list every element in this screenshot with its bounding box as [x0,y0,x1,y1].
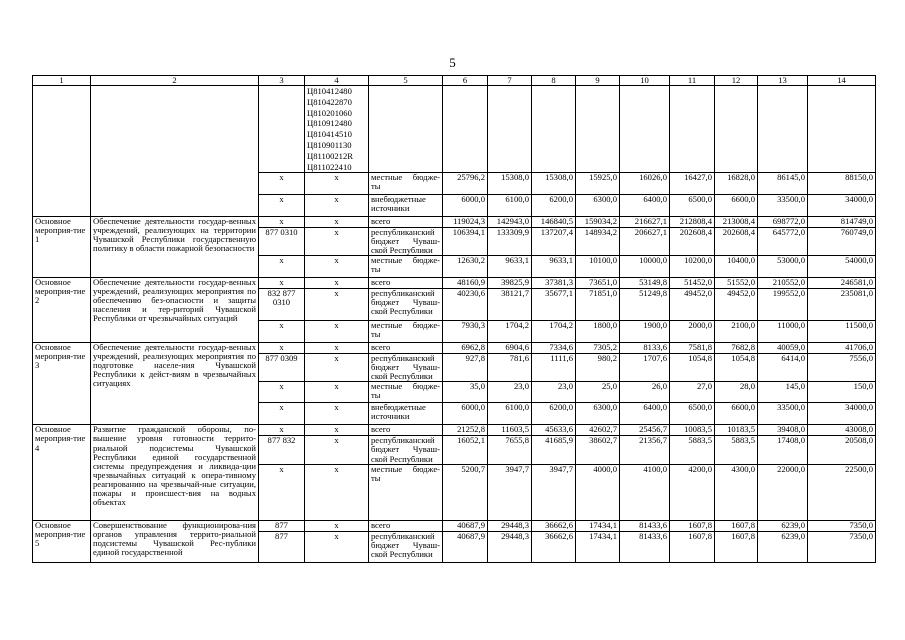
column-number: 13 [758,76,808,86]
column-number: 10 [620,76,670,86]
value-cell: 148934,2 [576,228,620,256]
value-cell: 212808,4 [670,217,715,228]
value-cell: 35677,1 [532,289,576,321]
value-cell: 1054,8 [715,354,758,382]
value-cell: 213008,4 [715,217,758,228]
value-cell: 2000,0 [670,321,715,343]
budget-code-cell: x [259,425,305,436]
classifier-cell: x [305,382,369,403]
value-cell: 27,0 [670,382,715,403]
value-cell: 88150,0 [808,173,876,195]
value-cell: 7556,0 [808,354,876,382]
classifier-cell: x [305,464,369,520]
value-cell: 40687,9 [443,520,488,531]
value-cell: 73651,0 [576,278,620,289]
empty-cell [576,86,620,173]
column-number: 12 [715,76,758,86]
funding-source-cell: всего [369,425,443,436]
value-cell: 7305,2 [576,343,620,354]
value-cell: 17408,0 [758,436,808,464]
value-cell: 3947,7 [532,464,576,520]
column-number: 9 [576,76,620,86]
value-cell: 1704,2 [532,321,576,343]
value-cell: 5200,7 [443,464,488,520]
value-cell: 51552,0 [715,278,758,289]
budget-code: Ц810422870 [307,96,352,107]
value-cell: 106394,1 [443,228,488,256]
value-cell: 23,0 [532,382,576,403]
column-number: 2 [91,76,259,86]
budget-code-cell: x [259,256,305,278]
value-cell: 6000,0 [443,403,488,425]
budget-code: Ц810412480 [307,86,352,96]
value-cell: 40230,6 [443,289,488,321]
value-cell: 6962,8 [443,343,488,354]
classifier-cell: x [305,343,369,354]
column-number: 11 [670,76,715,86]
value-cell: 235081,0 [808,289,876,321]
description-cell: Совершенствование функционирова-ния органов управления террито-риальной подсистемы Чувашской Рес-публики единой государственной [91,520,259,562]
value-cell: 20508,0 [808,436,876,464]
value-cell: 53149,8 [620,278,670,289]
budget-code-cell: x [259,217,305,228]
value-cell: 5883,5 [715,436,758,464]
value-cell: 11500,0 [808,321,876,343]
budget-code-cell: 877 [259,520,305,531]
value-cell: 33500,0 [758,403,808,425]
value-cell: 6100,0 [488,403,532,425]
value-cell: 927,8 [443,354,488,382]
funding-source-cell: внебюджетные источники [369,403,443,425]
value-cell: 22000,0 [758,464,808,520]
funding-source-cell: республиканский бюджет Чуваш-ской Республики [369,354,443,382]
empty-cell [532,86,576,173]
column-number: 6 [443,76,488,86]
value-cell: 25456,7 [620,425,670,436]
value-cell: 8133,6 [620,343,670,354]
value-cell: 4100,0 [620,464,670,520]
description-cell: Развитие гражданской обороны, по-вышение уровня готовности террито-риальной подсистемы Чувашской Республики единой государственной системы предупреждения и ликвида-ции чрезвычайных ситуаций к опера-тивному реагированию на чрезвычай-ные ситуации, пожары и происшест-вия на водных объектах [91,425,259,520]
budget-code-cell: x [259,195,305,217]
classifier-cell: x [305,289,369,321]
empty-cell [620,86,670,173]
value-cell: 10183,5 [715,425,758,436]
classifier-cell: x [305,425,369,436]
value-cell: 6400,0 [620,403,670,425]
value-cell: 145,0 [758,382,808,403]
value-cell: 38121,7 [488,289,532,321]
value-cell: 1707,6 [620,354,670,382]
empty-cell [670,86,715,173]
empty-cell [758,86,808,173]
measure-name-cell [33,86,91,217]
table-row [33,86,876,173]
measure-name-cell: Основное мероприя-тие 2 [33,278,91,343]
value-cell: 86145,0 [758,173,808,195]
value-cell: 51452,0 [670,278,715,289]
value-cell: 10083,5 [670,425,715,436]
value-cell: 43008,0 [808,425,876,436]
column-number: 3 [259,76,305,86]
value-cell: 980,2 [576,354,620,382]
value-cell: 49452,0 [715,289,758,321]
value-cell: 16052,1 [443,436,488,464]
funding-source-cell: местные бюдже-ты [369,464,443,520]
value-cell: 1607,8 [670,520,715,531]
value-cell: 6200,0 [532,403,576,425]
value-cell: 9633,1 [488,256,532,278]
budget-code-cell: x [259,321,305,343]
value-cell: 39825,9 [488,278,532,289]
value-cell: 698772,0 [758,217,808,228]
value-cell: 7655,8 [488,436,532,464]
funding-source-cell: всего [369,520,443,531]
classifier-cell: x [305,354,369,382]
column-number: 4 [305,76,369,86]
budget-code: Ц810901130 [307,139,352,150]
value-cell: 1800,0 [576,321,620,343]
value-cell: 34000,0 [808,403,876,425]
measure-name-cell: Основное мероприя-тие 1 [33,217,91,278]
funding-source-cell: внебюджетные источники [369,195,443,217]
value-cell: 54000,0 [808,256,876,278]
funding-source-cell: всего [369,217,443,228]
classifier-cell: x [305,321,369,343]
measure-name-cell: Основное мероприя-тие 3 [33,343,91,425]
value-cell: 1704,2 [488,321,532,343]
budget-code-list [305,86,369,173]
measure-name-cell: Основное мероприя-тие 5 [33,520,91,562]
funding-source-cell: республиканский бюджет Чуваш-ской Республики [369,436,443,464]
value-cell: 7350,0 [808,520,876,531]
empty-cell [488,86,532,173]
value-cell: 15925,0 [576,173,620,195]
funding-source-cell: местные бюдже-ты [369,173,443,195]
empty-cell [808,86,876,173]
budget-code-cell: x [259,464,305,520]
value-cell: 7682,8 [715,343,758,354]
value-cell: 38602,7 [576,436,620,464]
value-cell: 15308,0 [532,173,576,195]
budget-code: Ц810912480 [307,118,352,129]
classifier-cell: x [305,195,369,217]
value-cell: 16828,0 [715,173,758,195]
funding-source-cell: республиканский бюджет Чуваш-ской Республики [369,289,443,321]
budget-code: Ц810414510 [307,129,352,140]
value-cell: 40687,9 [443,531,488,562]
value-cell: 6100,0 [488,195,532,217]
value-cell: 9633,1 [532,256,576,278]
value-cell: 17434,1 [576,520,620,531]
value-cell: 23,0 [488,382,532,403]
budget-code-cell: 877 [259,531,305,562]
value-cell: 6600,0 [715,195,758,217]
description-cell: Обеспечение деятельности государ-венных учреждений, реализующих мероприятия по обеспечению без-опасности и защиты населения и тер-риторий Чувашской Республики от чрезвычайных ситуаций [91,278,259,343]
value-cell: 21252,8 [443,425,488,436]
classifier-cell: x [305,531,369,562]
value-cell: 246581,0 [808,278,876,289]
column-header-row [33,76,876,86]
empty-cell [259,86,305,173]
empty-cell [369,86,443,173]
budget-table [32,75,876,563]
value-cell: 4000,0 [576,464,620,520]
value-cell: 25,0 [576,382,620,403]
description-cell [91,86,259,217]
value-cell: 150,0 [808,382,876,403]
value-cell: 6500,0 [670,195,715,217]
value-cell: 81433,6 [620,531,670,562]
value-cell: 49452,0 [670,289,715,321]
classifier-cell: x [305,436,369,464]
column-number: 5 [369,76,443,86]
value-cell: 6239,0 [758,520,808,531]
value-cell: 29448,3 [488,520,532,531]
value-cell: 6200,0 [532,195,576,217]
classifier-cell: x [305,228,369,256]
table-row [33,425,876,436]
column-number: 14 [808,76,876,86]
value-cell: 15308,0 [488,173,532,195]
value-cell: 760749,0 [808,228,876,256]
funding-source-cell: всего [369,278,443,289]
value-cell: 210552,0 [758,278,808,289]
budget-code-cell: x [259,173,305,195]
funding-source-cell: местные бюдже-ты [369,256,443,278]
budget-code-cell: 877 0309 [259,354,305,382]
funding-source-cell: местные бюдже-ты [369,321,443,343]
value-cell: 25796,2 [443,173,488,195]
measure-name-cell: Основное мероприя-тие 4 [33,425,91,520]
value-cell: 137207,4 [532,228,576,256]
value-cell: 6239,0 [758,531,808,562]
table-row [33,217,876,228]
value-cell: 645772,0 [758,228,808,256]
table-row [33,520,876,531]
value-cell: 41706,0 [808,343,876,354]
value-cell: 1900,0 [620,321,670,343]
value-cell: 81433,6 [620,520,670,531]
value-cell: 16026,0 [620,173,670,195]
value-cell: 6400,0 [620,195,670,217]
value-cell: 45633,6 [532,425,576,436]
column-number: 7 [488,76,532,86]
value-cell: 6904,6 [488,343,532,354]
value-cell: 1607,8 [715,531,758,562]
value-cell: 71851,0 [576,289,620,321]
value-cell: 35,0 [443,382,488,403]
value-cell: 10100,0 [576,256,620,278]
value-cell: 17434,1 [576,531,620,562]
value-cell: 206627,1 [620,228,670,256]
classifier-cell: x [305,403,369,425]
value-cell: 159034,2 [576,217,620,228]
value-cell: 119024,3 [443,217,488,228]
budget-code-cell: 877 0310 [259,228,305,256]
classifier-cell: x [305,173,369,195]
column-number: 1 [33,76,91,86]
value-cell: 22500,0 [808,464,876,520]
value-cell: 146840,5 [532,217,576,228]
value-cell: 142943,0 [488,217,532,228]
budget-code-cell: x [259,382,305,403]
value-cell: 29448,3 [488,531,532,562]
value-cell: 4200,0 [670,464,715,520]
value-cell: 21356,7 [620,436,670,464]
budget-code-cell: 877 832 [259,436,305,464]
value-cell: 2100,0 [715,321,758,343]
budget-code: Ц811022410 [307,161,352,172]
table-row [33,343,876,354]
value-cell: 3947,7 [488,464,532,520]
value-cell: 53000,0 [758,256,808,278]
classifier-cell: x [305,520,369,531]
empty-cell [443,86,488,173]
page-number: 5 [449,55,456,70]
funding-source-cell: местные бюдже-ты [369,382,443,403]
value-cell: 814749,0 [808,217,876,228]
description-cell: Обеспечение деятельности государ-венных учреждений, реализующих мероприятия по подготовке населе-ния Чувашской Республики к дейст-виям в чрезвычайных ситуациях [91,343,259,425]
value-cell: 12630,2 [443,256,488,278]
value-cell: 6500,0 [670,403,715,425]
table-row [33,278,876,289]
value-cell: 37381,3 [532,278,576,289]
value-cell: 6000,0 [443,195,488,217]
value-cell: 6600,0 [715,403,758,425]
value-cell: 26,0 [620,382,670,403]
budget-code-cell: x [259,343,305,354]
value-cell: 4300,0 [715,464,758,520]
value-cell: 5883,5 [670,436,715,464]
empty-cell [715,86,758,173]
value-cell: 41685,9 [532,436,576,464]
value-cell: 36662,6 [532,531,576,562]
value-cell: 7350,0 [808,531,876,562]
value-cell: 10000,0 [620,256,670,278]
value-cell: 781,6 [488,354,532,382]
budget-code-cell: 832 877 0310 [259,289,305,321]
value-cell: 10200,0 [670,256,715,278]
value-cell: 6414,0 [758,354,808,382]
budget-code-cell: x [259,403,305,425]
value-cell: 16427,0 [670,173,715,195]
value-cell: 11000,0 [758,321,808,343]
description-cell: Обеспечение деятельности государ-венных учреждений, реализующих на территории Чувашской Республики государственную политику в области пожарной безопасности [91,217,259,278]
value-cell: 1111,6 [532,354,576,382]
value-cell: 39408,0 [758,425,808,436]
value-cell: 42602,7 [576,425,620,436]
value-cell: 133309,9 [488,228,532,256]
value-cell: 28,0 [715,382,758,403]
value-cell: 1054,8 [670,354,715,382]
classifier-cell: x [305,217,369,228]
budget-code-cell: x [259,278,305,289]
budget-code: Ц81100212R [307,150,353,161]
classifier-cell: x [305,256,369,278]
value-cell: 36662,6 [532,520,576,531]
value-cell: 7334,6 [532,343,576,354]
value-cell: 7930,3 [443,321,488,343]
value-cell: 51249,8 [620,289,670,321]
column-number: 8 [532,76,576,86]
classifier-cell: x [305,278,369,289]
value-cell: 11603,5 [488,425,532,436]
funding-source-cell: республиканский бюджет Чуваш-ской Республики [369,531,443,562]
value-cell: 1607,8 [670,531,715,562]
value-cell: 202608,4 [670,228,715,256]
value-cell: 6300,0 [576,403,620,425]
value-cell: 1607,8 [715,520,758,531]
funding-source-cell: всего [369,343,443,354]
value-cell: 7581,8 [670,343,715,354]
value-cell: 10400,0 [715,256,758,278]
value-cell: 202608,4 [715,228,758,256]
value-cell: 40059,0 [758,343,808,354]
value-cell: 216627,1 [620,217,670,228]
value-cell: 48160,9 [443,278,488,289]
value-cell: 34000,0 [808,195,876,217]
budget-code: Ц810201060 [307,107,352,118]
funding-source-cell: республиканский бюджет Чуваш-ской Республики [369,228,443,256]
value-cell: 199552,0 [758,289,808,321]
value-cell: 33500,0 [758,195,808,217]
value-cell: 6300,0 [576,195,620,217]
